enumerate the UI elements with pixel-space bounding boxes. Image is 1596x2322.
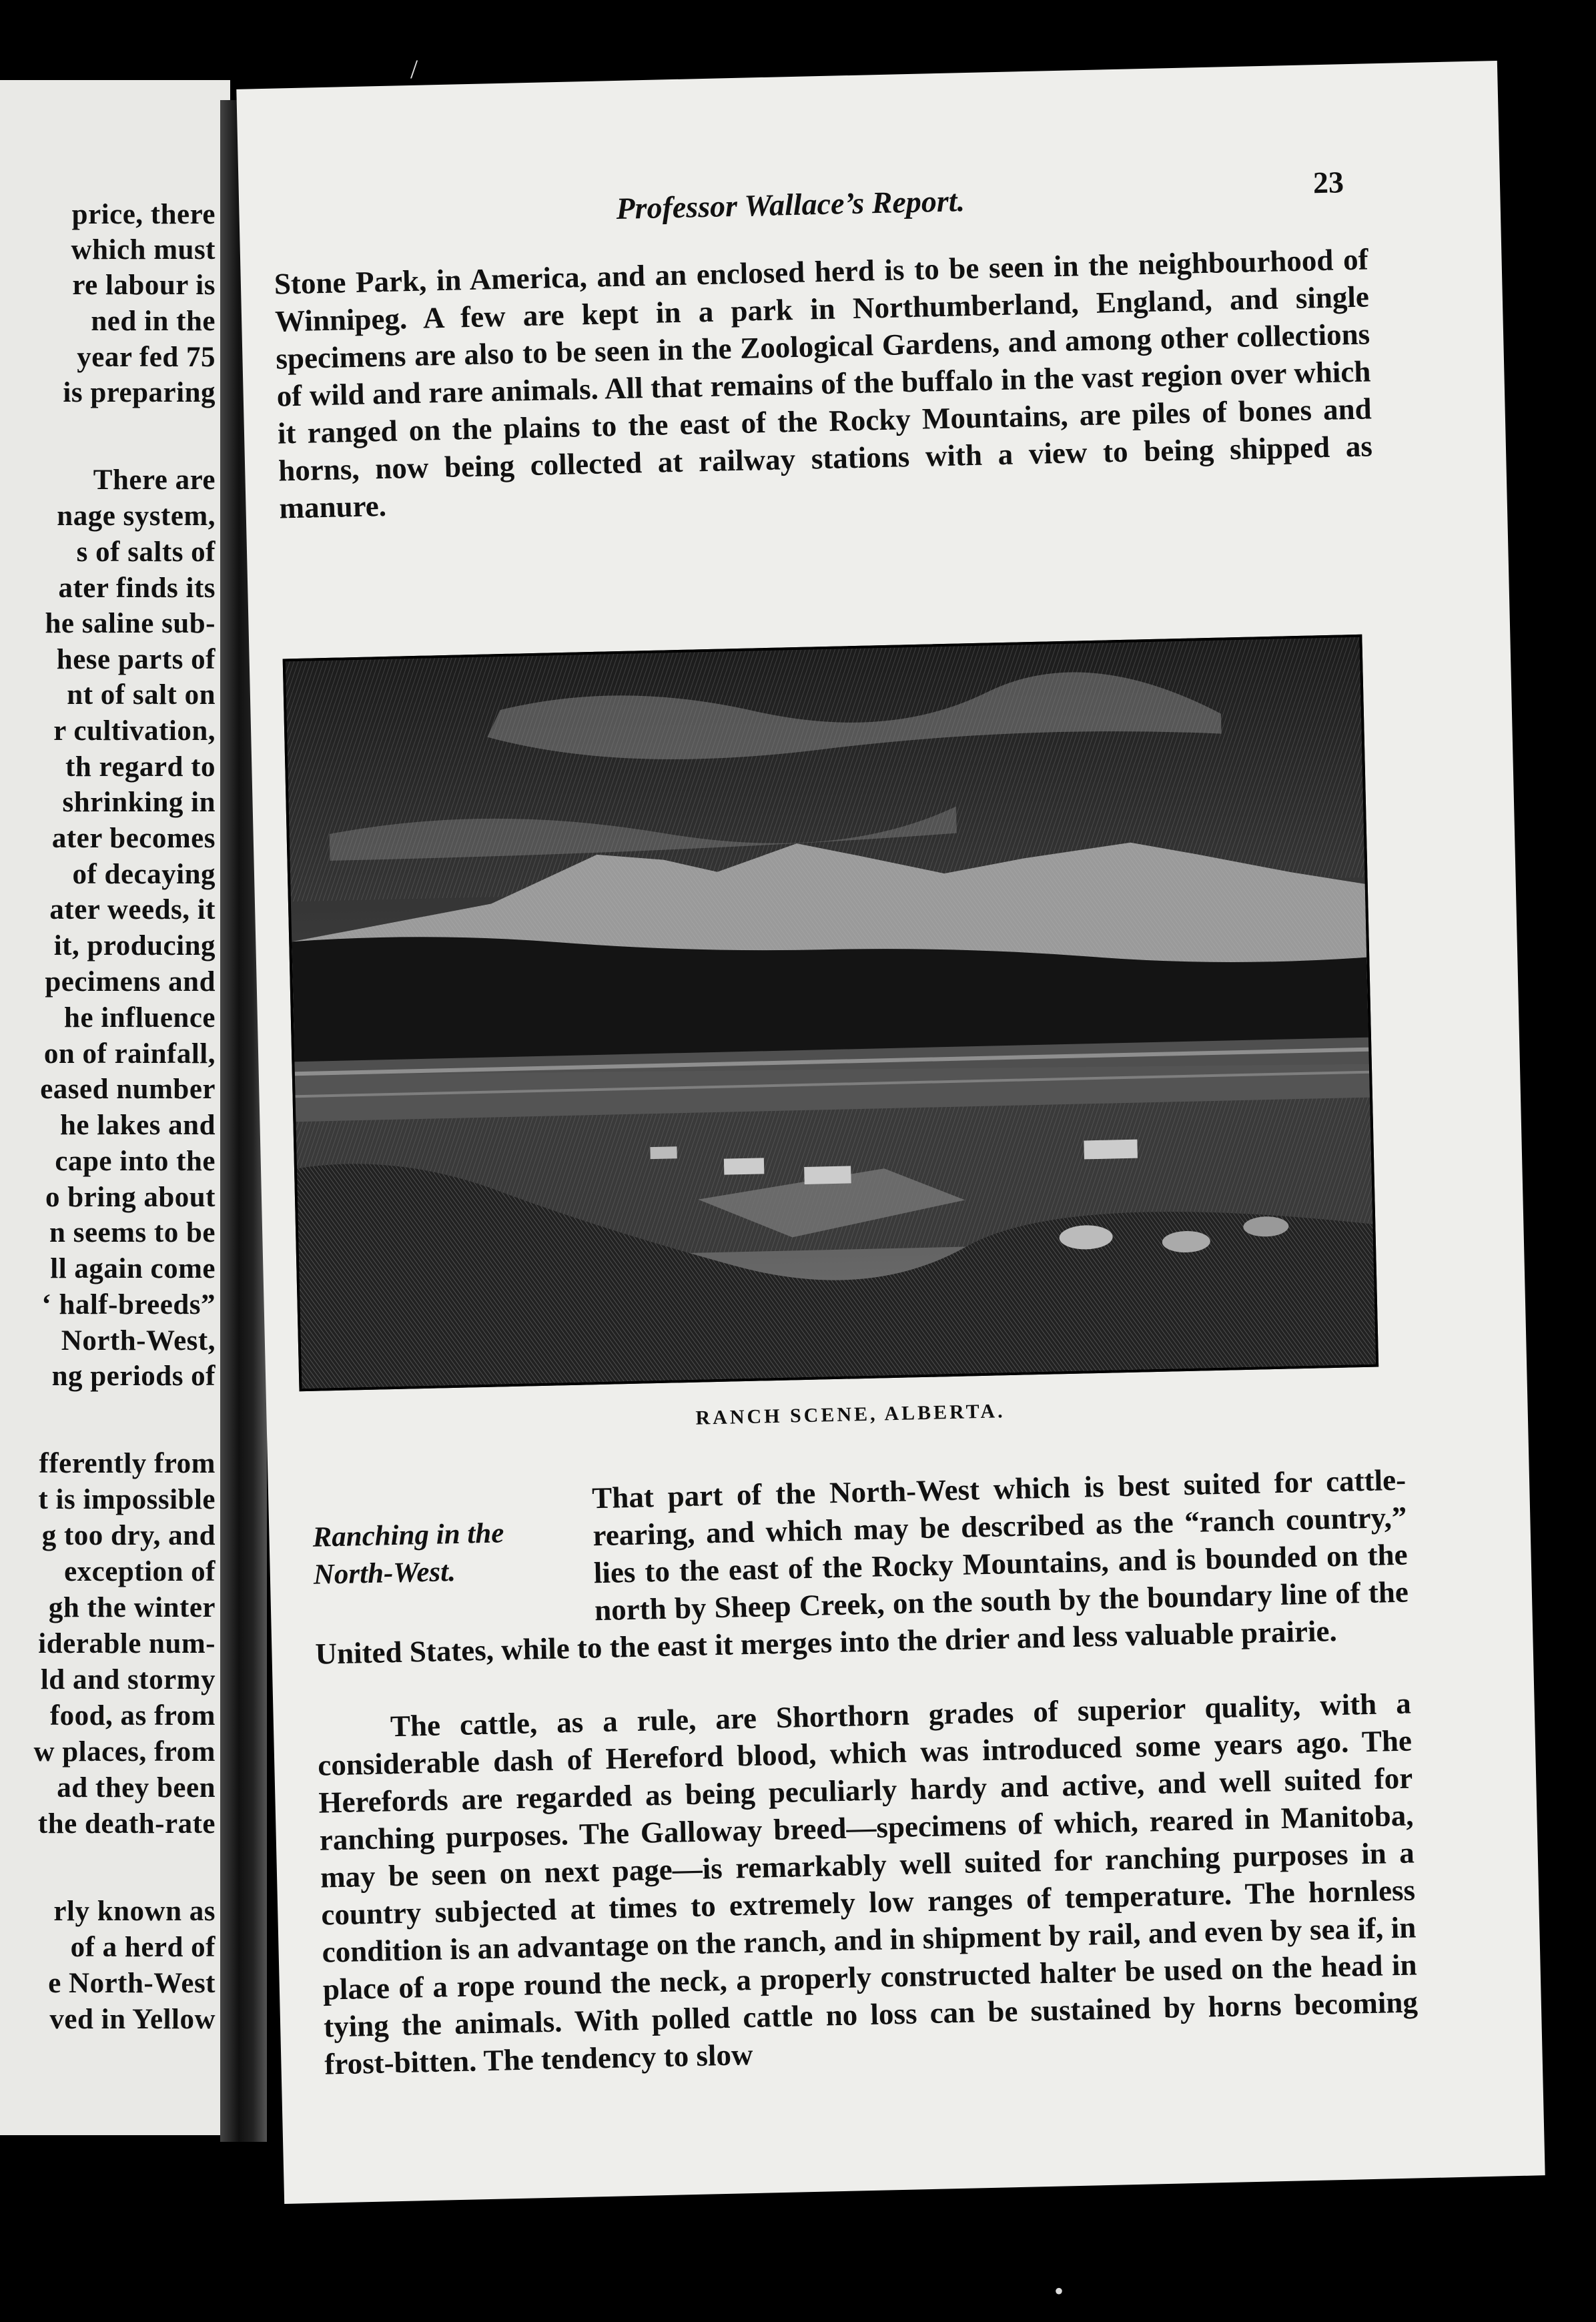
previous-page-line: eased number: [40, 1074, 216, 1105]
margin-note-ranching: Ranching in the North-West.: [312, 1517, 504, 1591]
sidenote-space: [312, 1479, 595, 1635]
previous-page-line: s of salts of: [76, 536, 216, 568]
scan-mark: •: [1054, 2276, 1064, 2306]
previous-page-line: ll again come: [50, 1253, 216, 1284]
previous-page-line: he lakes and: [59, 1110, 216, 1141]
previous-page-line: ved in Yellow: [49, 2004, 216, 2035]
previous-page-line: ld and stormy: [40, 1664, 216, 1695]
previous-page-line: gh the winter: [48, 1592, 216, 1623]
previous-page-fragment: [0, 80, 230, 2135]
previous-page-line: he saline sub-: [45, 608, 216, 639]
page-number: 23: [1312, 165, 1344, 200]
previous-page-line: th regard to: [65, 751, 216, 783]
previous-page-line: he influence: [64, 1002, 216, 1034]
previous-page-line: fferently from: [39, 1448, 216, 1479]
previous-page-line: iderable num-: [38, 1628, 216, 1659]
previous-page-line: t is impossible: [38, 1484, 216, 1515]
previous-page-line: shrinking in: [62, 787, 216, 818]
previous-page-line: ned in the: [91, 306, 216, 337]
previous-page-line: re labour is: [72, 270, 216, 301]
previous-page-line: ng periods of: [51, 1361, 216, 1392]
previous-page-line: of decaying: [72, 859, 216, 890]
scan-mark: /: [410, 54, 418, 84]
previous-page-line: nt of salt on: [67, 679, 216, 711]
previous-page-line: it, producing: [53, 930, 216, 961]
running-head: Professor Wallace’s Report.: [615, 183, 965, 226]
previous-page-line: pecimens and: [45, 966, 216, 998]
previous-page-line: of a herd of: [70, 1932, 216, 1963]
previous-page-line: ater weeds, it: [49, 894, 216, 925]
previous-page-line: which must: [71, 234, 216, 266]
paragraph-buffalo: Stone Park, in America, and an enclosed herd is to be seen in the neighbourhood of Winnipeg. A few are kept in a park in Northumberland, England, and single specimens are also to be seen in the Zoological Gardens, and among other collections of wild and rare animals. All that remains of the buffalo in the vast region over which it ranged on the plains to the east of the Rocky Mountains, are piles of bones and horns, now being collected at railway stations with a view to being shipped as manure.: [274, 242, 1373, 525]
previous-page-line: There are: [93, 464, 216, 496]
previous-page-line: is preparing: [63, 377, 216, 408]
paragraph-ranch-text: That part of the North-West which is best suited for cattle-rearing, and which may be described as the “ranch country,” lies to the east of the Rocky Mountains, and is bounded on the north by Sheep Creek, on the south by the boundary line of the United States, while to the east it merges into the drier and less valuable prairie.: [314, 1463, 1409, 1671]
previous-page-line: cape into the: [55, 1146, 216, 1177]
previous-page-line: ad they been: [57, 1772, 216, 1804]
previous-page-line: price, there: [71, 199, 216, 230]
previous-page-line: o bring about: [45, 1182, 216, 1213]
previous-page-line: r cultivation,: [53, 715, 216, 747]
book-page: [236, 61, 1545, 2204]
ranch-scene-illustration: [283, 635, 1378, 1391]
previous-page-line: ater becomes: [51, 823, 216, 854]
previous-page-line: nage system,: [57, 500, 216, 532]
paragraph-ranch-country: [312, 1461, 1410, 1673]
previous-page-line: ater finds its: [58, 572, 216, 604]
previous-page-line: n seems to be: [49, 1217, 216, 1248]
previous-page-line: year fed 75: [77, 342, 216, 373]
previous-page-line: w places, from: [33, 1736, 216, 1768]
previous-page-line: g too dry, and: [41, 1520, 216, 1551]
paragraph-cattle: The cattle, as a rule, are Shorthorn grades of superior quality, with a considerable dash of Hereford blood, which was introduced some years ago. The Herefords are regarded as being peculiarly hardy and active, and well suited for ranching purposes. The Galloway breed—specimens of which, reared in Manitoba, may be seen on next page—is remarkably well suited for ranching purposes in a country subjected at times to extremely low ranges of temperature. The hornless condition is an advantage on the ranch, and in shipment by rail, and even by sea if, in place of a rope round the neck, a properly constructed halter be used on the head in tying the animals. With polled cattle no loss can be sustained by horns becoming frost-bitten. The tendency to slow: [317, 1686, 1419, 2081]
engraving-picture: [286, 637, 1376, 1389]
previous-page-line: exception of: [64, 1556, 216, 1587]
previous-page-line: e North-West: [48, 1968, 216, 1999]
previous-page-line: food, as from: [49, 1700, 216, 1731]
previous-page-line: the death-rate: [37, 1808, 216, 1840]
previous-page-line: ‘ half-breeds”: [41, 1289, 216, 1320]
previous-page-line: on of rainfall,: [43, 1038, 216, 1070]
previous-page-line: hese parts of: [56, 644, 216, 675]
previous-page-line: rly known as: [53, 1896, 216, 1927]
previous-page-line: North-West,: [61, 1325, 216, 1357]
figure-caption: RANCH SCENE, ALBERTA.: [695, 1400, 1006, 1429]
